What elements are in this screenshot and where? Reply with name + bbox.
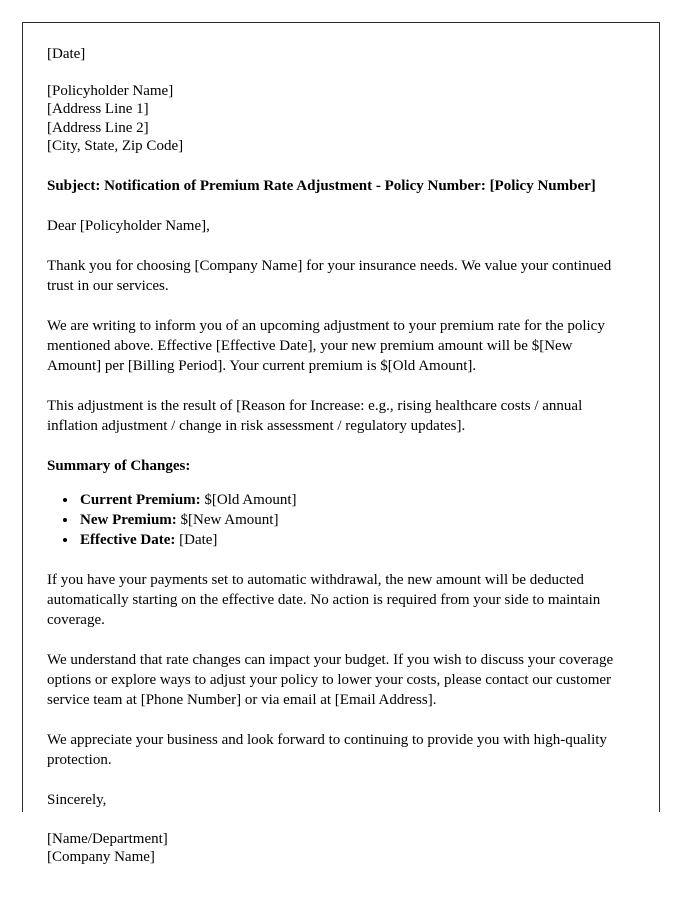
summary-item-value-new-premium: $[New Amount]	[180, 511, 279, 528]
address-line-1: [Address Line 1]	[47, 101, 149, 117]
summary-item-label-current-premium: Current Premium:	[80, 491, 201, 508]
subject-line: Subject: Notification of Premium Rate Adjustment - Policy Number: [Policy Number]	[47, 177, 596, 194]
closing-line: Sincerely,	[47, 791, 107, 808]
list-item	[78, 490, 622, 510]
salutation: Dear [Policyholder Name],	[47, 217, 210, 234]
list-item	[78, 510, 622, 530]
list-item	[78, 530, 622, 550]
paragraph-rate-adjustment: We are writing to inform you of an upcoming adjustment to your premium rate for the policy mentioned above. Effective [Effective Date], your new premium amount will be $[New Amount] per [Billing Period]. Your current premium is $[Old Amount].	[47, 317, 605, 374]
paragraph-automatic-withdrawal: If you have your payments set to automatic withdrawal, the new amount will be deducted automatically starting on the effective date. No action is required from your side to maintain coverage.	[47, 571, 601, 628]
spacer-after-date	[47, 64, 622, 82]
document-page	[22, 22, 660, 865]
recipient-address-block	[47, 82, 622, 156]
summary-item-label-new-premium: New Premium:	[80, 511, 177, 528]
address-line-2: [Address Line 2]	[47, 119, 149, 136]
date-block	[47, 45, 622, 64]
signature-company-name: [Company Name]	[47, 849, 155, 865]
date-line: [Date]	[47, 46, 86, 62]
summary-item-label-effective-date: Effective Date:	[80, 531, 176, 548]
signature-name-department: [Name/Department]	[47, 830, 168, 847]
summary-list	[47, 490, 622, 550]
paragraph-reason: This adjustment is the result of [Reason for Increase: e.g., rising healthcare costs / annual inflation adjustment / change in risk assessment / regulatory updates].	[47, 397, 583, 434]
signature-block	[47, 830, 622, 867]
address-line-name: [Policyholder Name]	[47, 82, 174, 99]
letter-body	[23, 23, 659, 867]
summary-item-value-effective-date: [Date]	[179, 531, 218, 548]
paragraph-thank-you: Thank you for choosing [Company Name] for your insurance needs. We value your continued trust in our services.	[47, 257, 612, 294]
summary-item-value-current-premium: $[Old Amount]	[204, 491, 297, 508]
spacer-after-address	[47, 156, 622, 176]
summary-heading: Summary of Changes:	[47, 457, 191, 474]
address-line-city-state-zip: [City, State, Zip Code]	[47, 138, 184, 154]
paragraph-appreciation: We appreciate your business and look forward to continuing to provide you with high-quality protection.	[47, 731, 607, 768]
paragraph-contact-options: We understand that rate changes can impact your budget. If you wish to discuss your coverage options or explore ways to adjust your policy to lower your costs, please contact our customer service team at [Phone Number] or via email at [Email Address].	[47, 651, 614, 708]
